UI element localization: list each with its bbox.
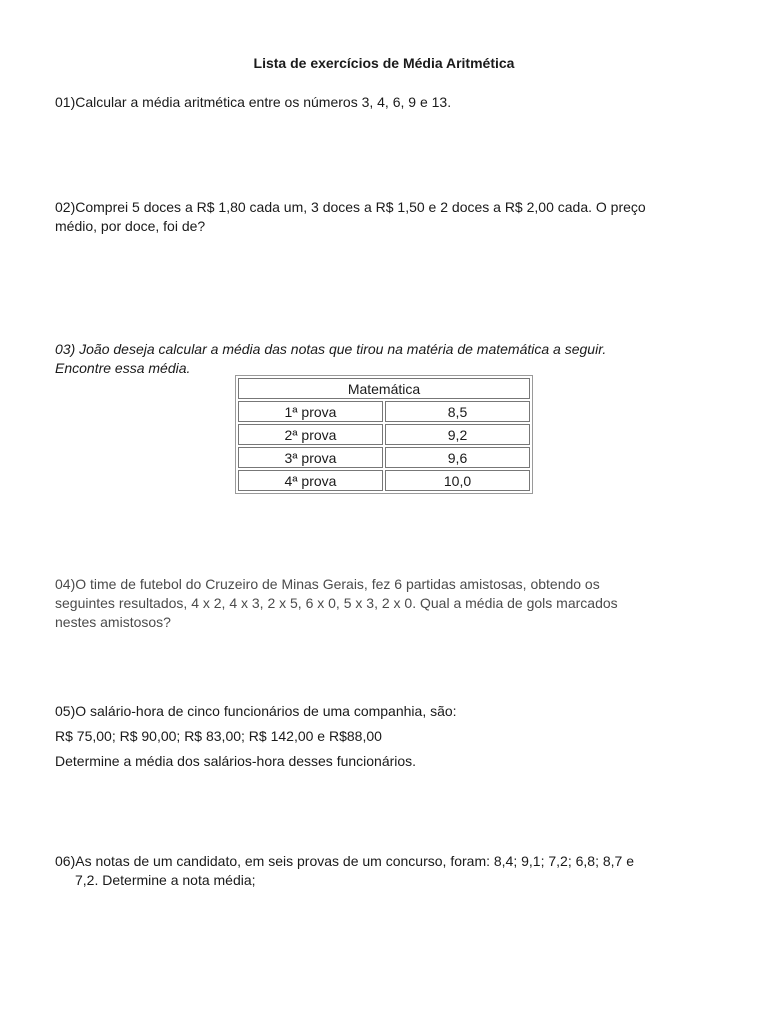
question-02 xyxy=(55,198,725,236)
table-row xyxy=(238,401,530,422)
question-05 xyxy=(55,699,725,774)
grades-table xyxy=(235,375,533,494)
grade-label: 1ª prova xyxy=(238,401,383,422)
page-title: Lista de exercícios de Média Aritmética xyxy=(253,55,515,71)
question-06 xyxy=(55,852,725,890)
grade-label: 4ª prova xyxy=(238,470,383,491)
question-01 xyxy=(55,93,725,112)
question-05-line-2: R$ 75,00; R$ 90,00; R$ 83,00; R$ 142,00 e R$88,00 xyxy=(55,728,382,744)
question-03-line-1: 03) João deseja calcular a média das notas que tirou na matéria de matemática a seguir. xyxy=(55,341,607,357)
question-02-line-1: 02)Comprei 5 doces a R$ 1,80 cada um, 3 doces a R$ 1,50 e 2 doces a R$ 2,00 cada. O preço xyxy=(55,199,646,215)
question-02-line-2: médio, por doce, foi de? xyxy=(55,218,206,234)
question-04-line-1: 04)O time de futebol do Cruzeiro de Minas Gerais, fez 6 partidas amistosas, obtendo os xyxy=(55,576,600,592)
question-01-text: 01)Calcular a média aritmética entre os números 3, 4, 6, 9 e 13. xyxy=(55,94,452,110)
question-05-line-3: Determine a média dos salários-hora desses funcionários. xyxy=(55,753,417,769)
table-row xyxy=(238,470,530,491)
question-05-line-1: 05)O salário-hora de cinco funcionários de uma companhia, são: xyxy=(55,703,457,719)
grade-label: 3ª prova xyxy=(238,447,383,468)
question-04-line-2: seguintes resultados, 4 x 2, 4 x 3, 2 x 5, 6 x 0, 5 x 3, 2 x 0. Qual a média de gols marcados xyxy=(55,595,618,611)
grade-label: 2ª prova xyxy=(238,424,383,445)
grade-value: 10,0 xyxy=(385,470,530,491)
question-06-line-2: 7,2. Determine a nota média; xyxy=(75,872,256,888)
question-04-line-3: nestes amistosos? xyxy=(55,614,171,630)
table-row xyxy=(238,447,530,468)
grade-value: 9,6 xyxy=(385,447,530,468)
question-03 xyxy=(55,340,725,378)
table-row xyxy=(238,424,530,445)
grades-table-header-row xyxy=(238,378,530,399)
question-06-line-1: 06)As notas de um candidato, em seis provas de um concurso, foram: 8,4; 9,1; 7,2; 6,8; 8,7 e xyxy=(55,853,634,869)
grades-table-header: Matemática xyxy=(238,378,530,399)
grade-value: 8,5 xyxy=(385,401,530,422)
question-03-line-2: Encontre essa média. xyxy=(55,360,191,376)
question-04 xyxy=(55,575,725,632)
grade-value: 9,2 xyxy=(385,424,530,445)
